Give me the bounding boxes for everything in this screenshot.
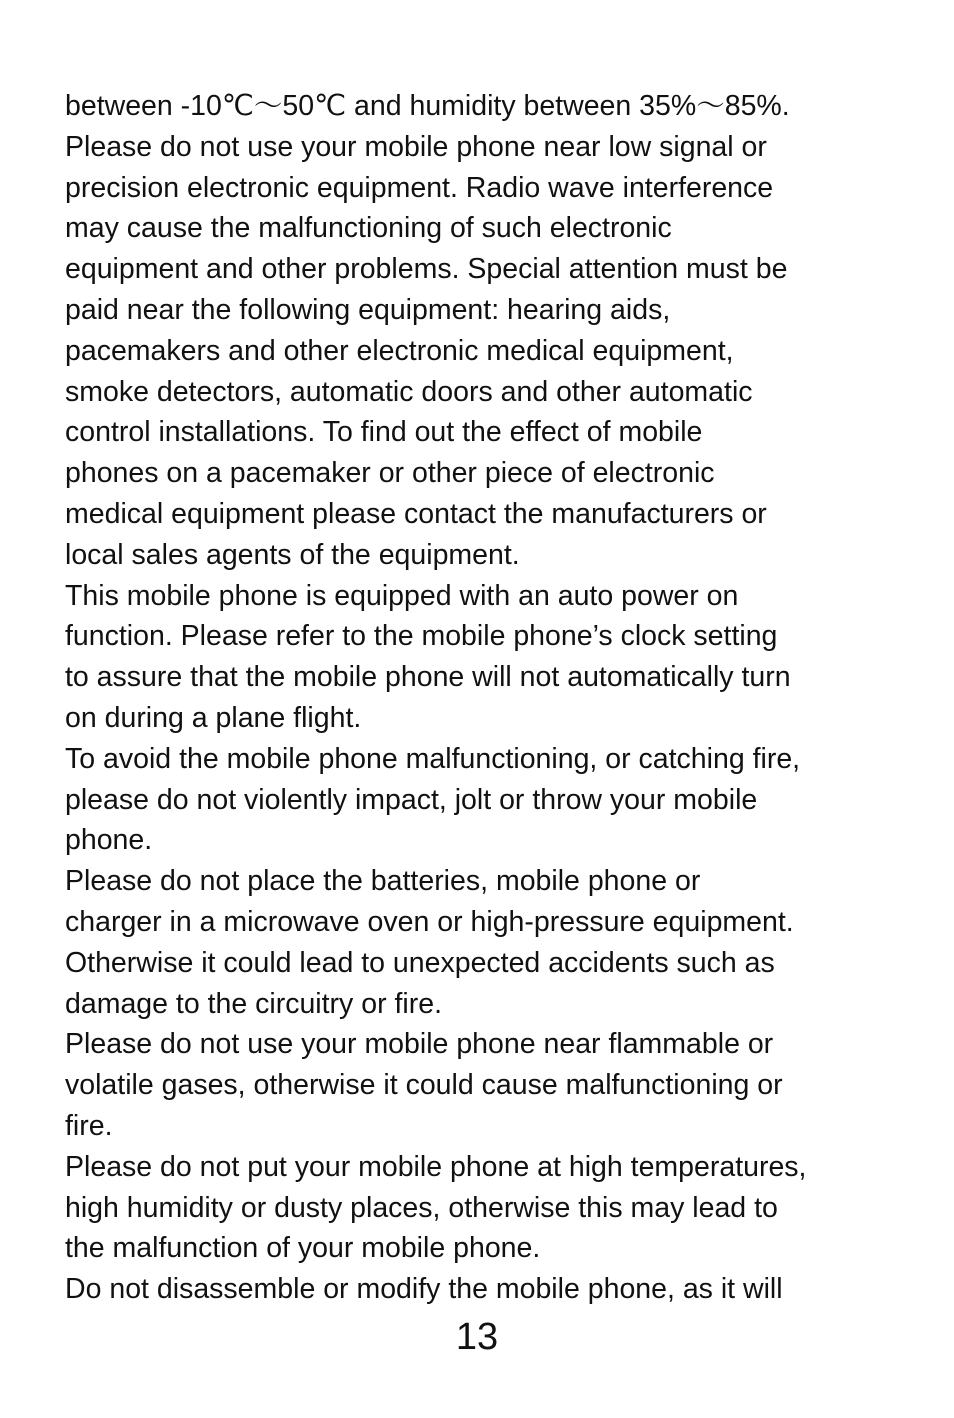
text-line: pacemakers and other electronic medical equipment, (65, 334, 734, 367)
text-line: high humidity or dusty places, otherwise this may lead to (65, 1191, 778, 1224)
text-line: To avoid the mobile phone malfunctioning, or catching fire, (65, 742, 801, 775)
page-number: 13 (455, 1316, 499, 1358)
paragraph-microwave-warning (65, 861, 915, 1024)
text-line: Please do not use your mobile phone near flammable or (65, 1028, 774, 1061)
text-line: Please do not put your mobile phone at high temperatures, (65, 1150, 807, 1183)
paragraph-disassembly (65, 1269, 915, 1310)
text-line: charger in a microwave oven or high-pressure equipment. (65, 905, 794, 938)
text-line: control installations. To find out the effect of mobile (65, 416, 703, 449)
text-line: Otherwise it could lead to unexpected accidents such as (65, 946, 775, 979)
paragraph-auto-power-on (65, 576, 915, 739)
paragraph-flammable-gases (65, 1024, 915, 1146)
text-line: function. Please refer to the mobile phone’s clock setting (65, 620, 778, 653)
text-line: local sales agents of the equipment. (65, 538, 520, 571)
text-line: damage to the circuitry or fire. (65, 987, 442, 1020)
text-line: Please do not place the batteries, mobile phone or (65, 865, 701, 898)
text-line: please do not violently impact, jolt or throw your mobile (65, 783, 758, 816)
text-line: the malfunction of your mobile phone. (65, 1232, 541, 1265)
text-line: paid near the following equipment: hearing aids, (65, 293, 671, 326)
text-line: fire. (65, 1109, 113, 1142)
text-line: equipment and other problems. Special attention must be (65, 253, 788, 286)
text-line: medical equipment please contact the manufacturers or (65, 497, 767, 530)
paragraph-temperature-humidity (65, 1147, 915, 1269)
body-text (65, 86, 915, 1310)
text-line: phones on a pacemaker or other piece of electronic (65, 457, 715, 490)
paragraph-impact-warning (65, 739, 915, 861)
text-line: volatile gases, otherwise it could cause malfunctioning or (65, 1069, 783, 1102)
text-line: to assure that the mobile phone will not automatically turn (65, 661, 791, 694)
paragraph-electronic-equipment (65, 127, 915, 576)
text-line: This mobile phone is equipped with an auto power on (65, 579, 739, 612)
text-line: precision electronic equipment. Radio wave interference (65, 171, 774, 204)
text-line: phone. (65, 824, 153, 857)
paragraph-environment-conditions (65, 86, 915, 127)
text-line: may cause the malfunctioning of such electronic (65, 212, 672, 245)
text-line: Do not disassemble or modify the mobile phone, as it will (65, 1273, 783, 1306)
text-line: on during a plane flight. (65, 701, 362, 734)
text-line: between -10℃～50℃ and humidity between 35%～85%. (65, 90, 790, 122)
text-line: Please do not use your mobile phone near low signal or (65, 130, 767, 163)
text-line: smoke detectors, automatic doors and other automatic (65, 375, 753, 408)
